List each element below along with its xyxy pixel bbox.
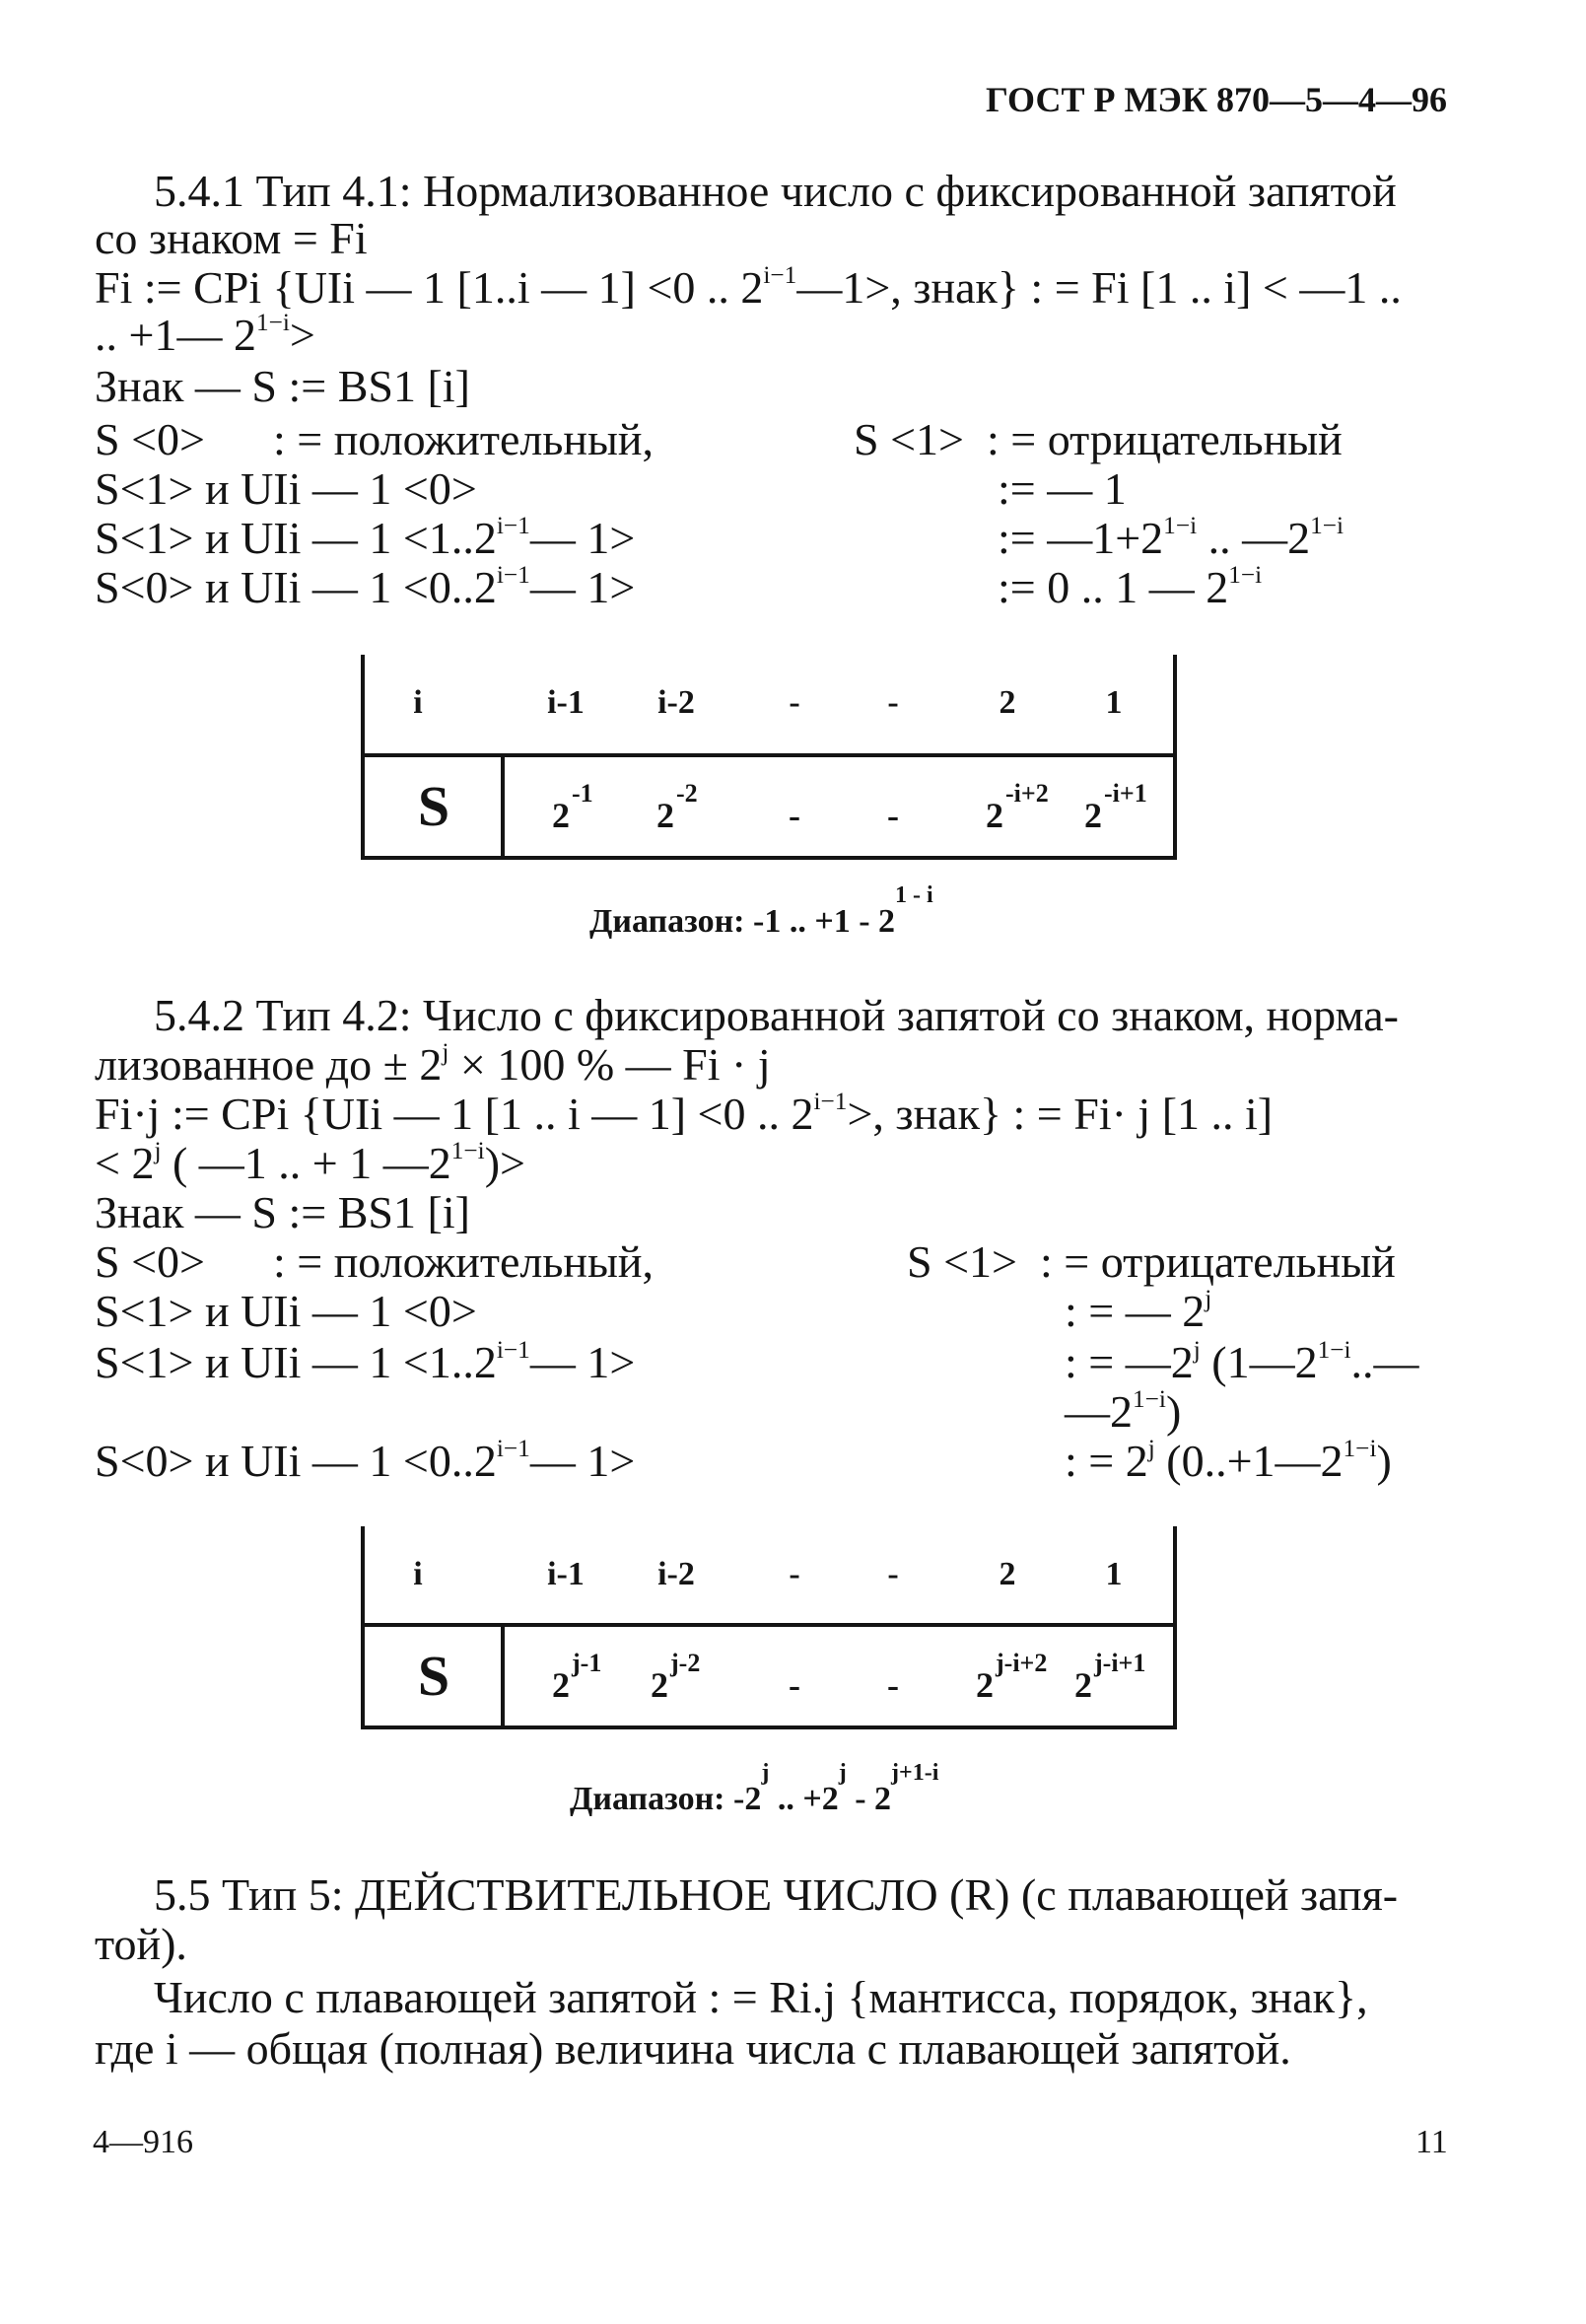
- value-row-2-left: S<1> и UIi — 1 <0>: [95, 1286, 477, 1336]
- bit-header-1: 1: [1105, 684, 1123, 721]
- bit-header-i-1: i-1: [547, 1556, 585, 1592]
- page-number: 11: [1415, 2124, 1448, 2160]
- value-row-3-left: S<1> и UIi — $1 <1..2^{i-1}—$ 1>: [95, 1335, 636, 1387]
- value-row-4-right: : = $2^j$ $(0..+1—2^{1-i})$: [1065, 1434, 1392, 1486]
- weight-cell: -: [887, 1665, 899, 1705]
- weight-cell: 2j-1: [552, 1649, 602, 1705]
- paragraph-line-1: Число с плавающей запятой : = Ri.j {мантисса, порядок, знак},: [154, 1972, 1368, 2022]
- weight-cell: 2j-i+1: [1074, 1649, 1146, 1705]
- definition-line-2: < $2^j$ ( —1 .. + 1 $—2^{1-i})>$: [95, 1136, 525, 1188]
- bit-header-dash: -: [789, 1556, 800, 1592]
- section-title-line-2: со знаком = Fi: [95, 213, 368, 263]
- weight-cell: 2-2: [656, 779, 698, 835]
- value-row-4-left: S<0> и UIi — $1 <0..2^{i-1}—$ 1>: [95, 1434, 636, 1486]
- bit-header-dash: -: [887, 1556, 899, 1592]
- bit-header-i-1: i-1: [547, 684, 585, 721]
- print-code: 4—916: [93, 2124, 193, 2160]
- paragraph-line-2: где i — общая (полная) величина числа с плавающей запятой.: [95, 2023, 1291, 2074]
- table-divider: [365, 1623, 1173, 1627]
- bit-header-dash: -: [789, 684, 800, 721]
- value-row-3-left: S<1> и UIi — $1 <1..2^{i-1}—$ 1>: [95, 511, 636, 563]
- bit-header-i: i: [413, 1556, 423, 1592]
- value-row-3-right: := $—1+2^{1-i}$ .. $—2^{1-i}$: [998, 511, 1345, 563]
- weight-cell: 2j-2: [651, 1649, 701, 1705]
- value-row-2-left: S<1> и UIi — 1 <0>: [95, 463, 477, 514]
- value-row-1-right: S <1> : = отрицательный: [854, 414, 1343, 464]
- running-header: ГОСТ Р МЭК 870—5—4—96: [986, 80, 1447, 119]
- section-title-line-2: той).: [95, 1919, 187, 1969]
- bit-header-dash: -: [887, 684, 899, 721]
- definition-line-1: Fi := CPi {UIi — 1 [1..i — 1] <0 .. $2^{i-1}—1>$, знак} : = Fi [1 .. i] < —1 ..: [95, 260, 1402, 313]
- table-divider: [365, 753, 1173, 757]
- section-title-line-1: 5.5 Тип 5: ДЕЙСТВИТЕЛЬНОЕ ЧИСЛО (R) (с плавающей запя-: [154, 1869, 1399, 1920]
- value-row-2-right: : = — 2$^j$: [1065, 1284, 1212, 1336]
- bit-header-i: i: [413, 684, 423, 721]
- value-row-3-right: : = $—2^j$ ($1—2^{1-i}..—$: [1065, 1335, 1419, 1387]
- sign-cell: S: [417, 774, 450, 838]
- value-row-2-right: := — 1: [998, 463, 1127, 514]
- value-row-1-left: S <0> : = положительный,: [95, 414, 655, 464]
- value-row-4-left: S<0> и UIi — $1 <0..2^{i-1}—$ 1>: [95, 560, 636, 612]
- definition-line-1: Fi·j := CPi {UIi — 1 [1 .. i — 1] <0 .. $2^{i-1}>$, знак} : = Fi· j [1 .. i]: [95, 1087, 1274, 1139]
- section-title-line-1: 5.4.1 Тип 4.1: Нормализованное число с фиксированной запятой: [154, 166, 1397, 216]
- sign-definition: Знак — S := BS1 [i]: [95, 361, 470, 411]
- weight-cell: -: [789, 796, 800, 835]
- weight-cell: -: [789, 1665, 800, 1705]
- section-title-line-1: 5.4.2 Тип 4.2: Число с фиксированной запятой со знаком, норма-: [154, 990, 1400, 1040]
- bit-header-1: 1: [1105, 1556, 1123, 1592]
- weight-cell: -: [887, 796, 899, 835]
- weight-cell: 2-i+1: [1084, 779, 1147, 835]
- weight-cell: 2-i+2: [986, 779, 1049, 835]
- bit-header-i-2: i-2: [657, 684, 695, 721]
- range-caption: Диапазон: -2$^j$ .. $+2^j - 2^{j+1-i}$: [570, 1760, 939, 1817]
- weight-cell: 2-1: [552, 779, 593, 835]
- sign-cell: S: [417, 1644, 450, 1708]
- value-row-3-right-cont: $—2^{1-i}$): [1065, 1384, 1182, 1437]
- bit-header-2: 2: [999, 1556, 1016, 1592]
- field-layout-table-2: [361, 1526, 1177, 1729]
- value-row-1-right: S <1> : = отрицательный: [907, 1236, 1396, 1287]
- bit-header-i-2: i-2: [657, 1556, 695, 1592]
- bit-header-2: 2: [999, 684, 1016, 721]
- section-title-line-2: лизованное до ± $2^j \times 100$ % — Fi · j: [95, 1037, 771, 1090]
- field-layout-table-1: [361, 655, 1177, 860]
- value-row-4-right: := 0 .. 1 — $2^{1-i}$: [998, 560, 1263, 612]
- value-row-1-left: S <0> : = положительный,: [95, 1236, 655, 1287]
- definition-line-2: .. +1— $2^{1-i}>$: [95, 308, 315, 360]
- range-caption: Диапазон: -1 .. +1 - 2$^{1 - i}$: [589, 882, 933, 940]
- sign-definition: Знак — S := BS1 [i]: [95, 1187, 470, 1237]
- weight-cell: 2j-i+2: [976, 1649, 1048, 1705]
